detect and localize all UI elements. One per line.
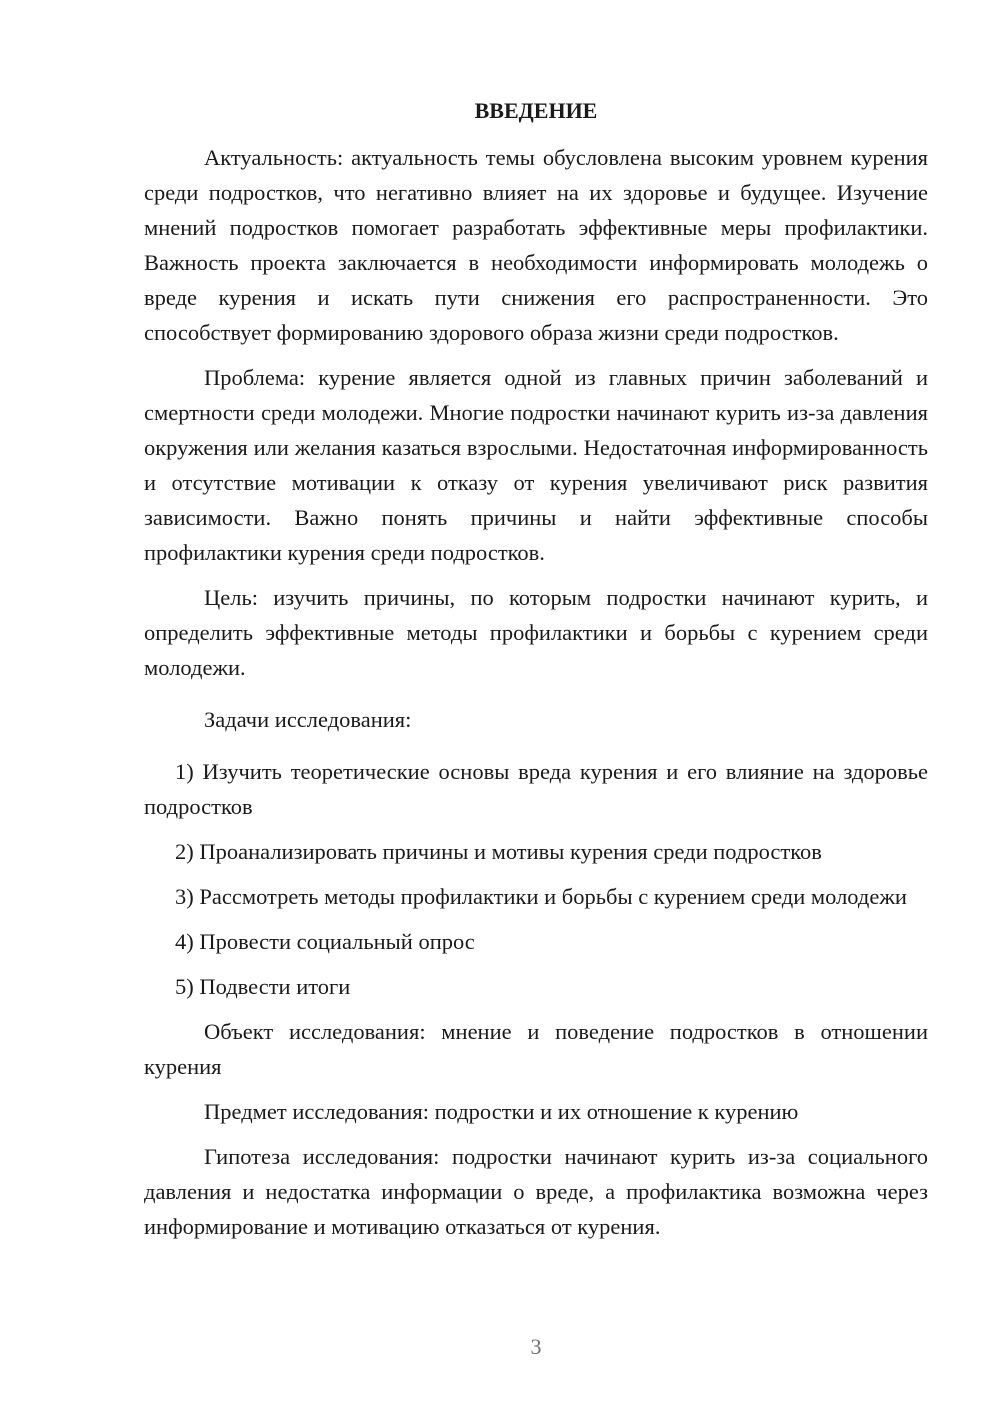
task-item-1: 1) Изучить теоретические основы вреда курения и его влияние на здоровье подростков <box>144 759 928 819</box>
task-item-4: 4) Провести социальный опрос <box>175 929 475 954</box>
page-title: ВВЕДЕНИЕ <box>474 98 598 123</box>
hypothesis-paragraph: Гипотеза исследования: подростки начинают курить из-за социального давления и недостатка информации о вреде, а профилактика возможна через информирование и мотивацию отказаться от курения. <box>144 1144 928 1239</box>
tasks-heading: Задачи исследования: <box>204 707 412 732</box>
task-item-2: 2) Проанализировать причины и мотивы курения среди подростков <box>175 839 822 864</box>
subject-paragraph: Предмет исследования: подростки и их отношение к курению <box>204 1099 799 1124</box>
task-item-3: 3) Рассмотреть методы профилактики и борьбы с курением среди молодежи <box>175 884 907 909</box>
document-page <box>144 96 928 1254</box>
object-paragraph: Объект исследования: мнение и поведение подростков в отношении курения <box>144 1019 928 1079</box>
relevance-paragraph: Актуальность: актуальность темы обусловлена высоким уровнем курения среди подростков, что негативно влияет на их здоровье и будущее. Изучение мнений подростков помогает разработать эффективные меры профилактики. Важность проекта заключается в необходимости информировать молодежь о вреде курения и искать пути снижения его распространенности. Это способствует формированию здорового образа жизни среди подростков. <box>144 145 928 345</box>
goal-paragraph: Цель: изучить причины, по которым подростки начинают курить, и определить эффективные методы профилактики и борьбы с курением среди молодежи. <box>144 585 928 680</box>
page-number: 3 <box>530 1334 542 1359</box>
task-item-5: 5) Подвести итоги <box>175 974 351 999</box>
problem-paragraph: Проблема: курение является одной из главных причин заболеваний и смертности среди молодежи. Многие подростки начинают курить из-за давления окружения или желания казаться взрослыми. Недостаточная информированность и отсутствие мотивации к отказу от курения увеличивают риск развития зависимости. Важно понять причины и найти эффективные способы профилактики курения среди подростков. <box>144 365 928 565</box>
